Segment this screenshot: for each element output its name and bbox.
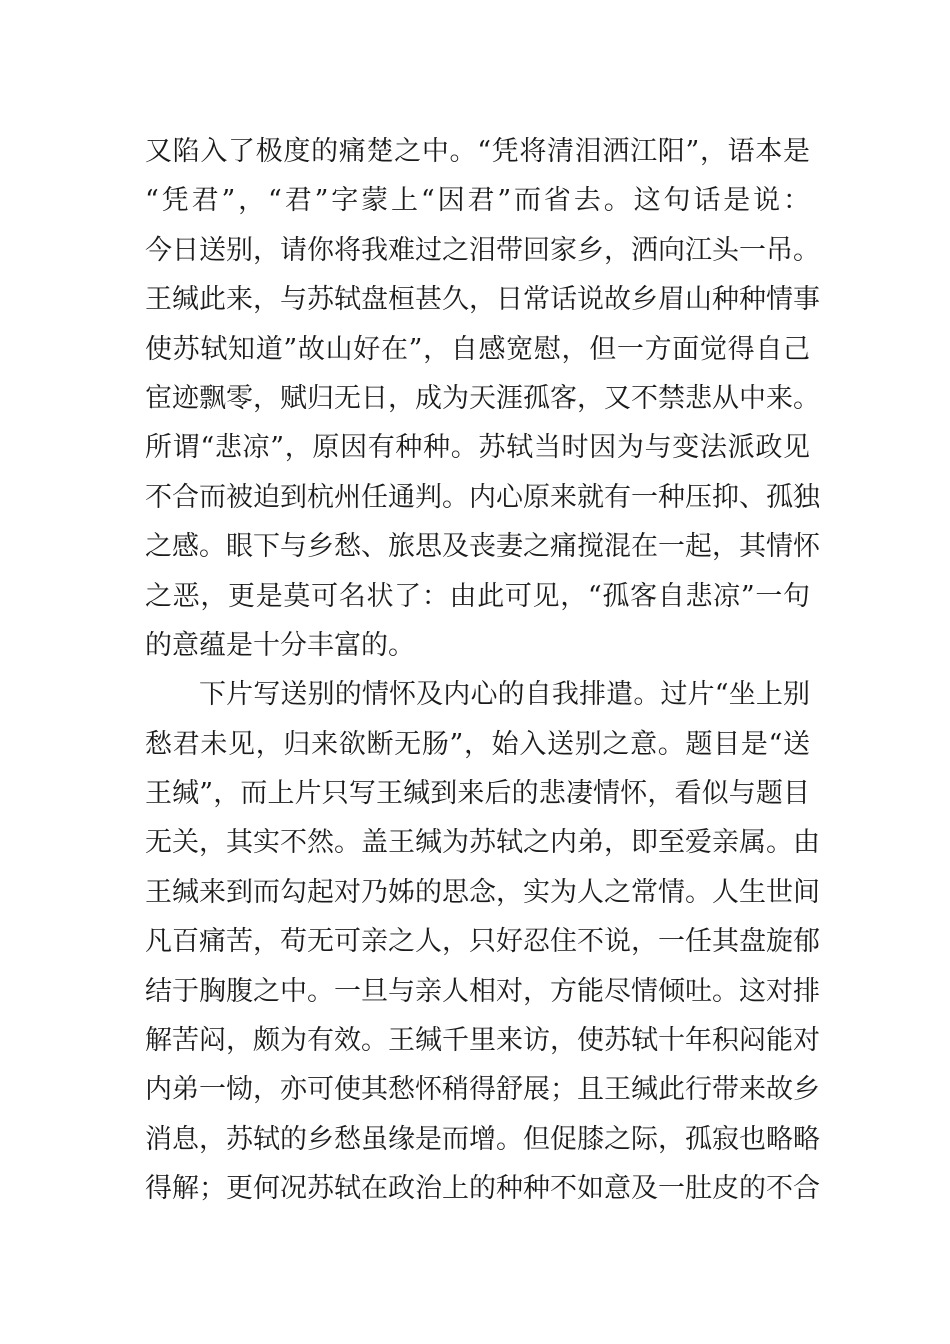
text-line: 得解；更何况苏轼在政治上的种种不如意及一肚皮的不合: [145, 1173, 820, 1205]
text-line: 凡百痛苦，苟无可亲之人，只好忍住不说，一任其盘旋郁: [145, 926, 820, 958]
text-line: 解苦闷，颇为有效。王缄千里来访，使苏轼十年积闷能对: [145, 1025, 820, 1057]
text-line: 又陷入了极度的痛楚之中。“凭将清泪洒江阳”，语本是: [145, 136, 810, 167]
text-line: 之恶，更是莫可名状了：由此可见，“孤客自悲凉”一句: [145, 580, 810, 612]
text-line: 消息，苏轼的乡愁虽缘是而增。但促膝之际，孤寂也略略: [145, 1123, 820, 1155]
text-line: 宦迹飘零，赋归无日，成为天涯孤客，又不禁悲从中来。: [145, 382, 820, 414]
text-line: 结于胸腹之中。一旦与亲人相对，方能尽情倾吐。这对排: [145, 975, 820, 1007]
text-line: 之感。眼下与乡愁、旅思及丧妻之痛搅混在一起，其情怀: [145, 531, 820, 563]
text-line: 王缄此来，与苏轼盘桓甚久，日常话说故乡眉山种种情事: [145, 284, 820, 316]
text-line: 无关，其实不然。盖王缄为苏轼之内弟，即至爱亲属。由: [145, 827, 820, 859]
body-text: [145, 127, 820, 1214]
text-line: 内弟一恸，亦可使其愁怀稍得舒展；且王缄此行带来故乡: [145, 1074, 820, 1106]
text-line: 王缄”，而上片只写王缄到来后的悲凄情怀，看似与题目: [145, 778, 810, 810]
text-line: 使苏轼知道”故山好在”，自感宽慰，但一方面觉得自己: [145, 333, 810, 365]
text-line: 的意蕴是十分丰富的。: [145, 629, 415, 661]
text-line: 所谓“悲凉”，原因有种种。苏轼当时因为与变法派政见: [145, 432, 810, 464]
text-line: “凭君”，“君”字蒙上“因君”而省去。这句话是说：: [145, 185, 810, 217]
text-line: 王缄来到而勾起对乃姊的思念，实为人之常情。人生世间: [145, 876, 820, 908]
text-line: 愁君未见，归来欲断无肠”，始入送别之意。题目是“送: [145, 728, 810, 760]
text-line: 今日送别，请你将我难过之泪带回家乡，洒向江头一吊。: [145, 234, 820, 266]
text-line: 不合而被迫到杭州任通判。内心原来就有一种压抑、孤独: [145, 481, 820, 513]
paragraph-first-line: 下片写送别的情怀及内心的自我排遣。过片“坐上别: [199, 679, 810, 711]
